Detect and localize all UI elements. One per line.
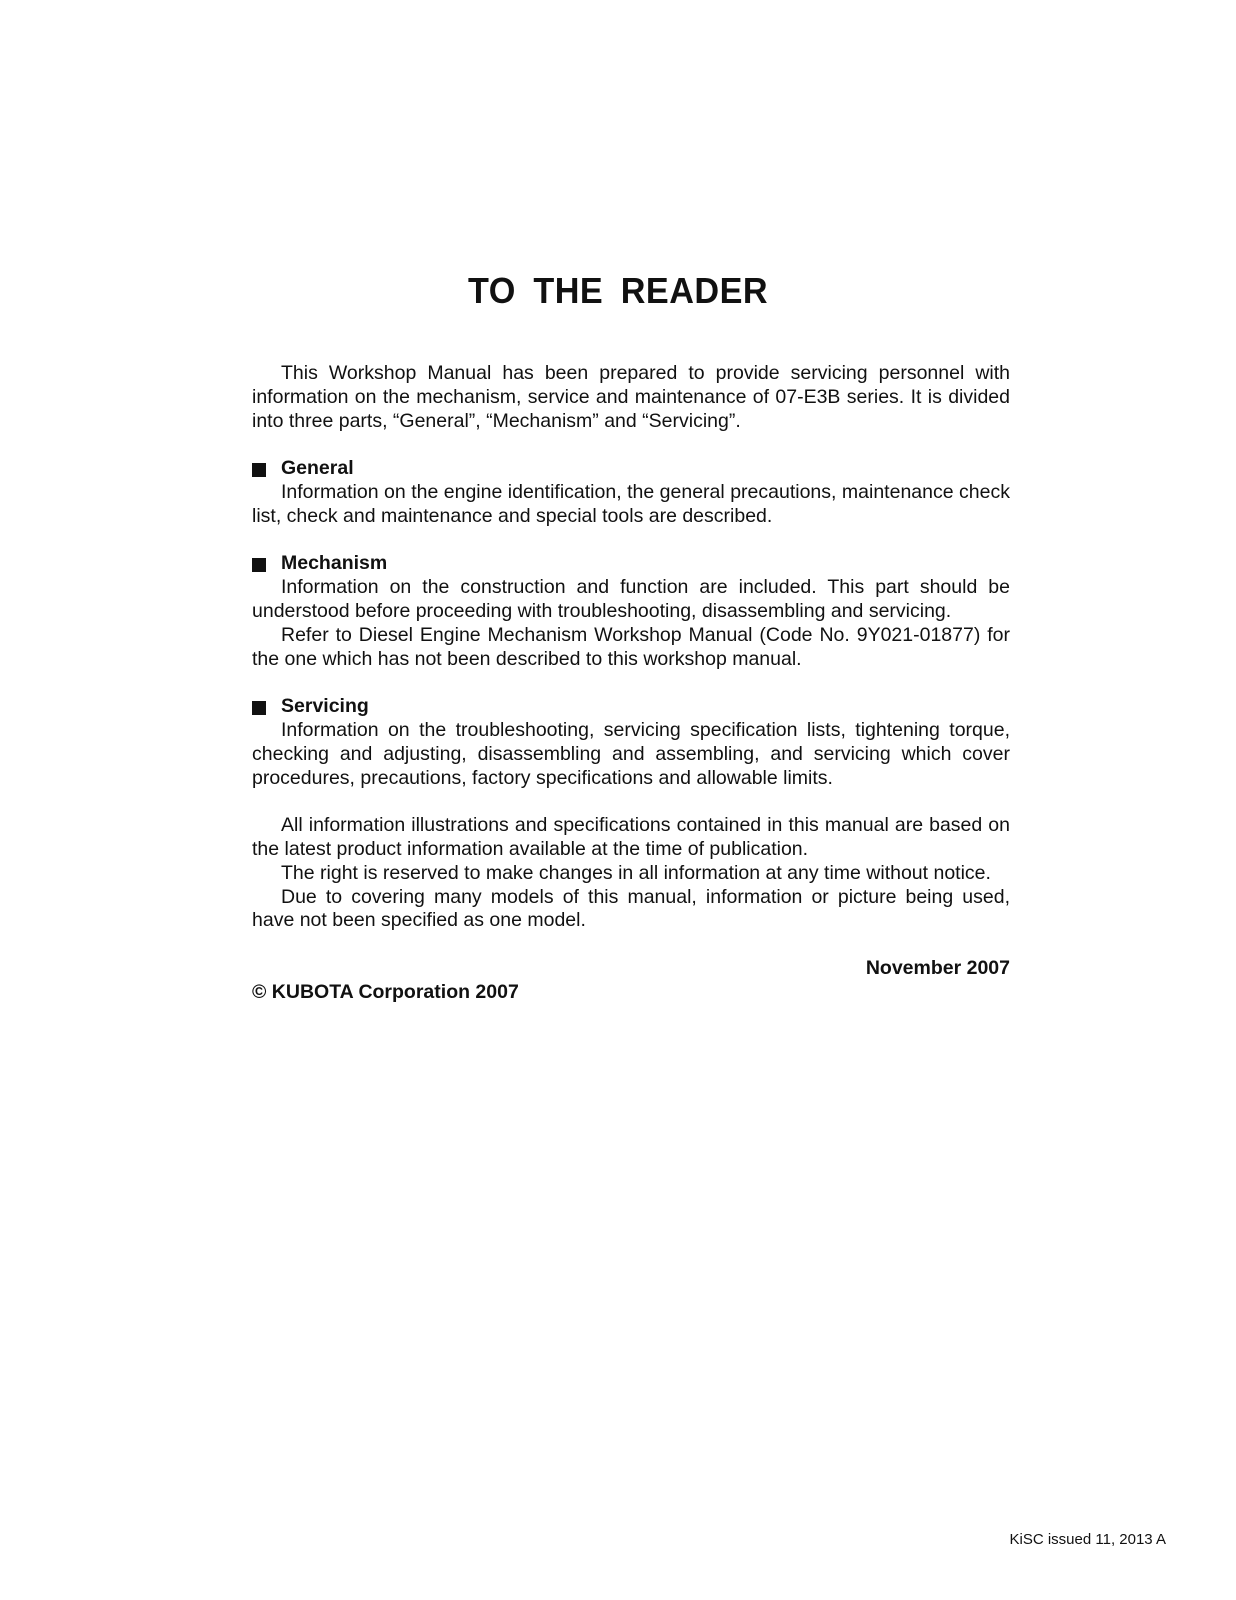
section-paragraph: Information on the troubleshooting, servicing specification lists, tightening torque, checking and adjusting, disassembling and assembling, and servicing which cover procedures, precautions, factory specifications and allowable limits.: [252, 718, 1010, 789]
spacer: [252, 671, 1010, 695]
section-heading-mechanism: [252, 552, 1010, 576]
closing-paragraph: Due to covering many models of this manual, information or picture being used, have not been specified as one model.: [252, 885, 1010, 932]
section-heading-label: Mechanism: [281, 552, 388, 575]
section-heading-general: [252, 457, 1010, 481]
square-bullet-icon: [252, 558, 266, 572]
square-bullet-icon: [252, 463, 266, 477]
section-heading-label: Servicing: [281, 695, 369, 718]
section-heading-label: General: [281, 457, 354, 480]
page-title: TO THE READER: [467, 270, 769, 311]
publication-date: November 2007: [865, 956, 1010, 979]
spacer: [252, 933, 1010, 957]
section-paragraph: Refer to Diesel Engine Mechanism Workshop Manual (Code No. 9Y021-01877) for the one which has not been described to this workshop manual.: [252, 623, 1010, 670]
body-column: [252, 362, 1010, 1005]
spacer: [252, 433, 1010, 457]
issue-footer: KiSC issued 11, 2013 A: [1009, 1531, 1166, 1548]
spacer: [252, 790, 1010, 814]
spacer: [252, 529, 1010, 553]
section-paragraph: Information on the construction and function are included. This part should be understood before proceeding with troubleshooting, disassembling and servicing.: [252, 576, 1010, 622]
section-paragraph: Information on the engine identification, the general precautions, maintenance check list, check and maintenance and special tools are described.: [252, 480, 1010, 527]
closing-paragraph: All information illustrations and specifications contained in this manual are based on the latest product information available at the time of publication.: [252, 814, 1010, 860]
intro-paragraph: This Workshop Manual has been prepared to provide servicing personnel with information on the mechanism, service and maintenance of 07-E3B series. It is divided into three parts, “General”, “Mechanism” and “Servicing”.: [252, 362, 1010, 432]
copyright-notice: © KUBOTA Corporation 2007: [252, 980, 519, 1003]
square-bullet-icon: [252, 701, 266, 715]
section-heading-servicing: [252, 695, 1010, 719]
closing-paragraph: The right is reserved to make changes in all information at any time without notice.: [281, 861, 991, 884]
